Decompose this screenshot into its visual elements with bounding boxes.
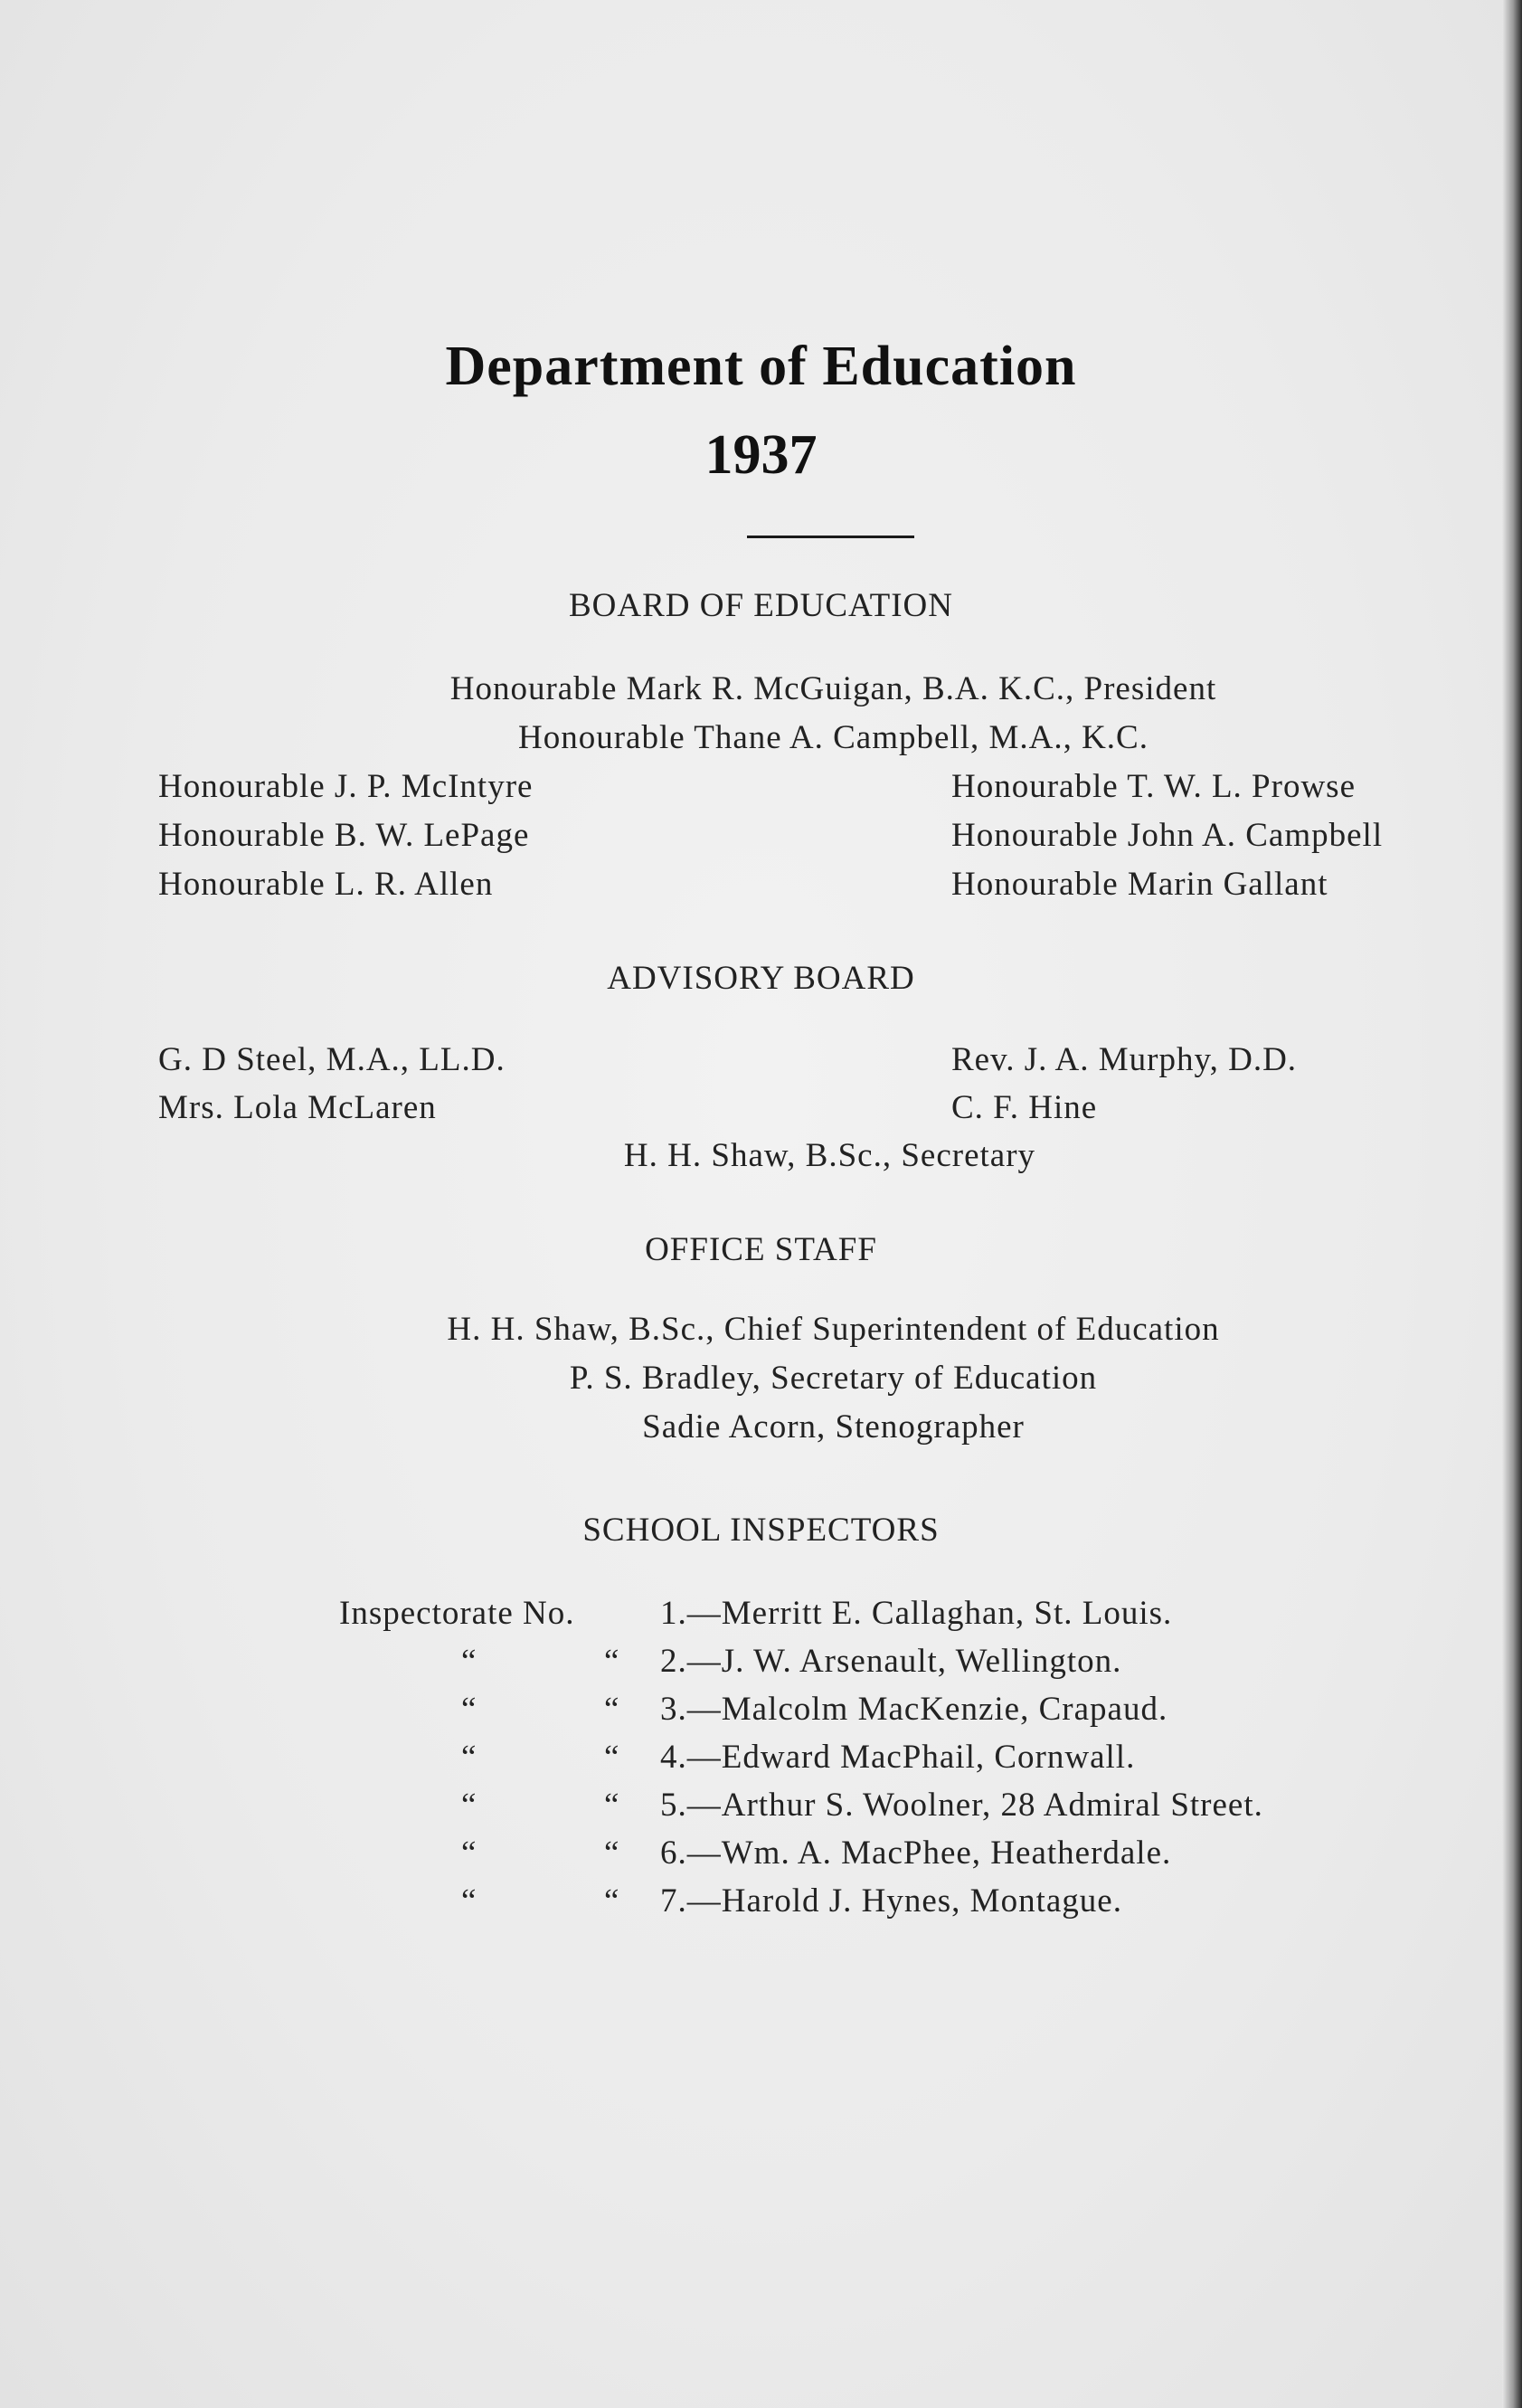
inspector-entry: 7.—Harold J. Hynes, Montague. (660, 1882, 1122, 1920)
inspector-entry: 4.—Edward MacPhail, Cornwall. (660, 1739, 1136, 1776)
ditto-mark: “ (604, 1643, 620, 1680)
ditto-mark: “ (461, 1691, 477, 1728)
inspector-entry: 2.—J. W. Arsenault, Wellington. (660, 1643, 1122, 1680)
board-member-right: Honourable John A. Campbell (951, 817, 1384, 854)
page-year: 1937 (704, 424, 818, 486)
advisory-secretary: H. H. Shaw, B.Sc., Secretary (623, 1137, 1036, 1174)
ditto-mark: “ (461, 1787, 477, 1824)
advisory-member-left: G. D Steel, M.A., LL.D. (158, 1041, 506, 1078)
office-staff-line: Sadie Acorn, Stenographer (642, 1408, 1025, 1446)
board-of-education-heading: BOARD OF EDUCATION (568, 587, 954, 624)
ditto-mark: “ (461, 1834, 477, 1872)
board-member-president: Honourable Mark R. McGuigan, B.A. K.C., President (449, 670, 1217, 707)
ditto-mark: “ (604, 1787, 620, 1824)
ditto-mark: “ (461, 1882, 477, 1920)
school-inspectors-heading: SCHOOL INSPECTORS (582, 1512, 940, 1549)
ditto-mark: “ (461, 1643, 477, 1680)
inspector-entry: 1.—Merritt E. Callaghan, St. Louis. (660, 1595, 1173, 1632)
ditto-mark: “ (604, 1882, 620, 1920)
advisory-member-left: Mrs. Lola McLaren (158, 1089, 437, 1126)
board-member-right: Honourable T. W. L. Prowse (951, 768, 1357, 805)
advisory-member-right: C. F. Hine (951, 1089, 1098, 1126)
board-member-centered: Honourable Thane A. Campbell, M.A., K.C. (517, 719, 1149, 756)
page-title: Department of Education (445, 336, 1077, 397)
ditto-mark: “ (461, 1739, 477, 1776)
ditto-mark: “ (604, 1834, 620, 1872)
ditto-mark: “ (604, 1691, 620, 1728)
board-member-left: Honourable J. P. McIntyre (158, 768, 534, 805)
inspectorate-label: Inspectorate No. (339, 1595, 575, 1632)
board-member-left: Honourable L. R. Allen (158, 866, 494, 903)
inspector-entry: 6.—Wm. A. MacPhee, Heatherdale. (660, 1834, 1172, 1872)
inspector-entry: 5.—Arthur S. Woolner, 28 Admiral Street. (660, 1787, 1263, 1824)
advisory-member-right: Rev. J. A. Murphy, D.D. (951, 1041, 1298, 1078)
office-staff-line: H. H. Shaw, B.Sc., Chief Superintendent of Education (447, 1311, 1220, 1348)
advisory-board-heading: ADVISORY BOARD (607, 960, 915, 997)
board-member-right: Honourable Marin Gallant (951, 866, 1328, 903)
ditto-mark: “ (604, 1739, 620, 1776)
board-member-left: Honourable B. W. LePage (158, 817, 530, 854)
inspector-entry: 3.—Malcolm MacKenzie, Crapaud. (660, 1691, 1168, 1728)
title-rule (747, 536, 914, 538)
office-staff-line: P. S. Bradley, Secretary of Education (569, 1360, 1098, 1397)
office-staff-heading: OFFICE STAFF (645, 1231, 877, 1268)
page-edge-shadow (1502, 0, 1522, 2408)
